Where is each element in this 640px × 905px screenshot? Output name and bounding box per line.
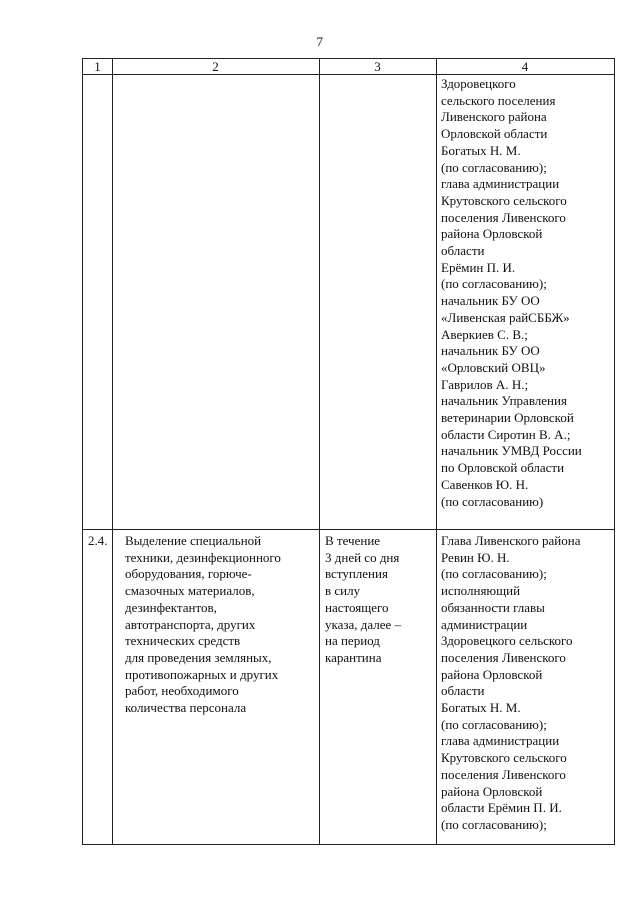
row-divider <box>83 529 614 530</box>
continued-responsible-cell: Здоровецкого сельского поселения Ливенского района Орловской области Богатых Н. М. (по согласованию); глава администрации Крутовского сельского поселения Ливенского района Орловской области Ерёмин П. И. (по согласованию); начальник БУ ОО «Ливенская райСББЖ» Аверкиев С. В.; начальник БУ ОО «Орловский ОВЦ» Гаврилов А. Н.; начальник Управления ветеринарии Орловской области Сиротин В. А.; начальник УМВД России по Орловской области Савенков Ю. Н. (по согласованию) <box>441 76 582 509</box>
column-divider-1 <box>112 59 113 844</box>
column-divider-2 <box>319 59 320 844</box>
header-col-1: 1 <box>94 59 101 74</box>
header-col-2: 2 <box>212 59 219 74</box>
column-divider-3 <box>436 59 437 844</box>
page-number: 7 <box>316 34 324 49</box>
row-2-4-number: 2.4. <box>88 533 108 548</box>
header-col-4: 4 <box>521 59 529 74</box>
row-2-4-term: В течение 3 дней со дня вступления в силу настоящего указа, далее – на период карантина <box>325 533 402 665</box>
row-2-4-measure: Выделение специальной техники, дезинфекционного оборудования, горюче- смазочных материалов, дезинфектантов, автотранспорта, других технических средств для проведения земляных, противопожарных и других работ, необходимого количества персонала <box>125 533 281 716</box>
measures-table <box>82 58 615 845</box>
row-2-4-responsible: Глава Ливенского района Ревин Ю. Н. (по согласованию); исполняющий обязанности главы администрации Здоровецкого сельского поселения Ливенского района Орловской области Богатых Н. М. (по согласованию); глава администрации Крутовского сельского поселения Ливенского района Орловской области Ерёмин П. И. (по согласованию); <box>441 533 581 832</box>
header-col-3: 3 <box>374 59 381 74</box>
